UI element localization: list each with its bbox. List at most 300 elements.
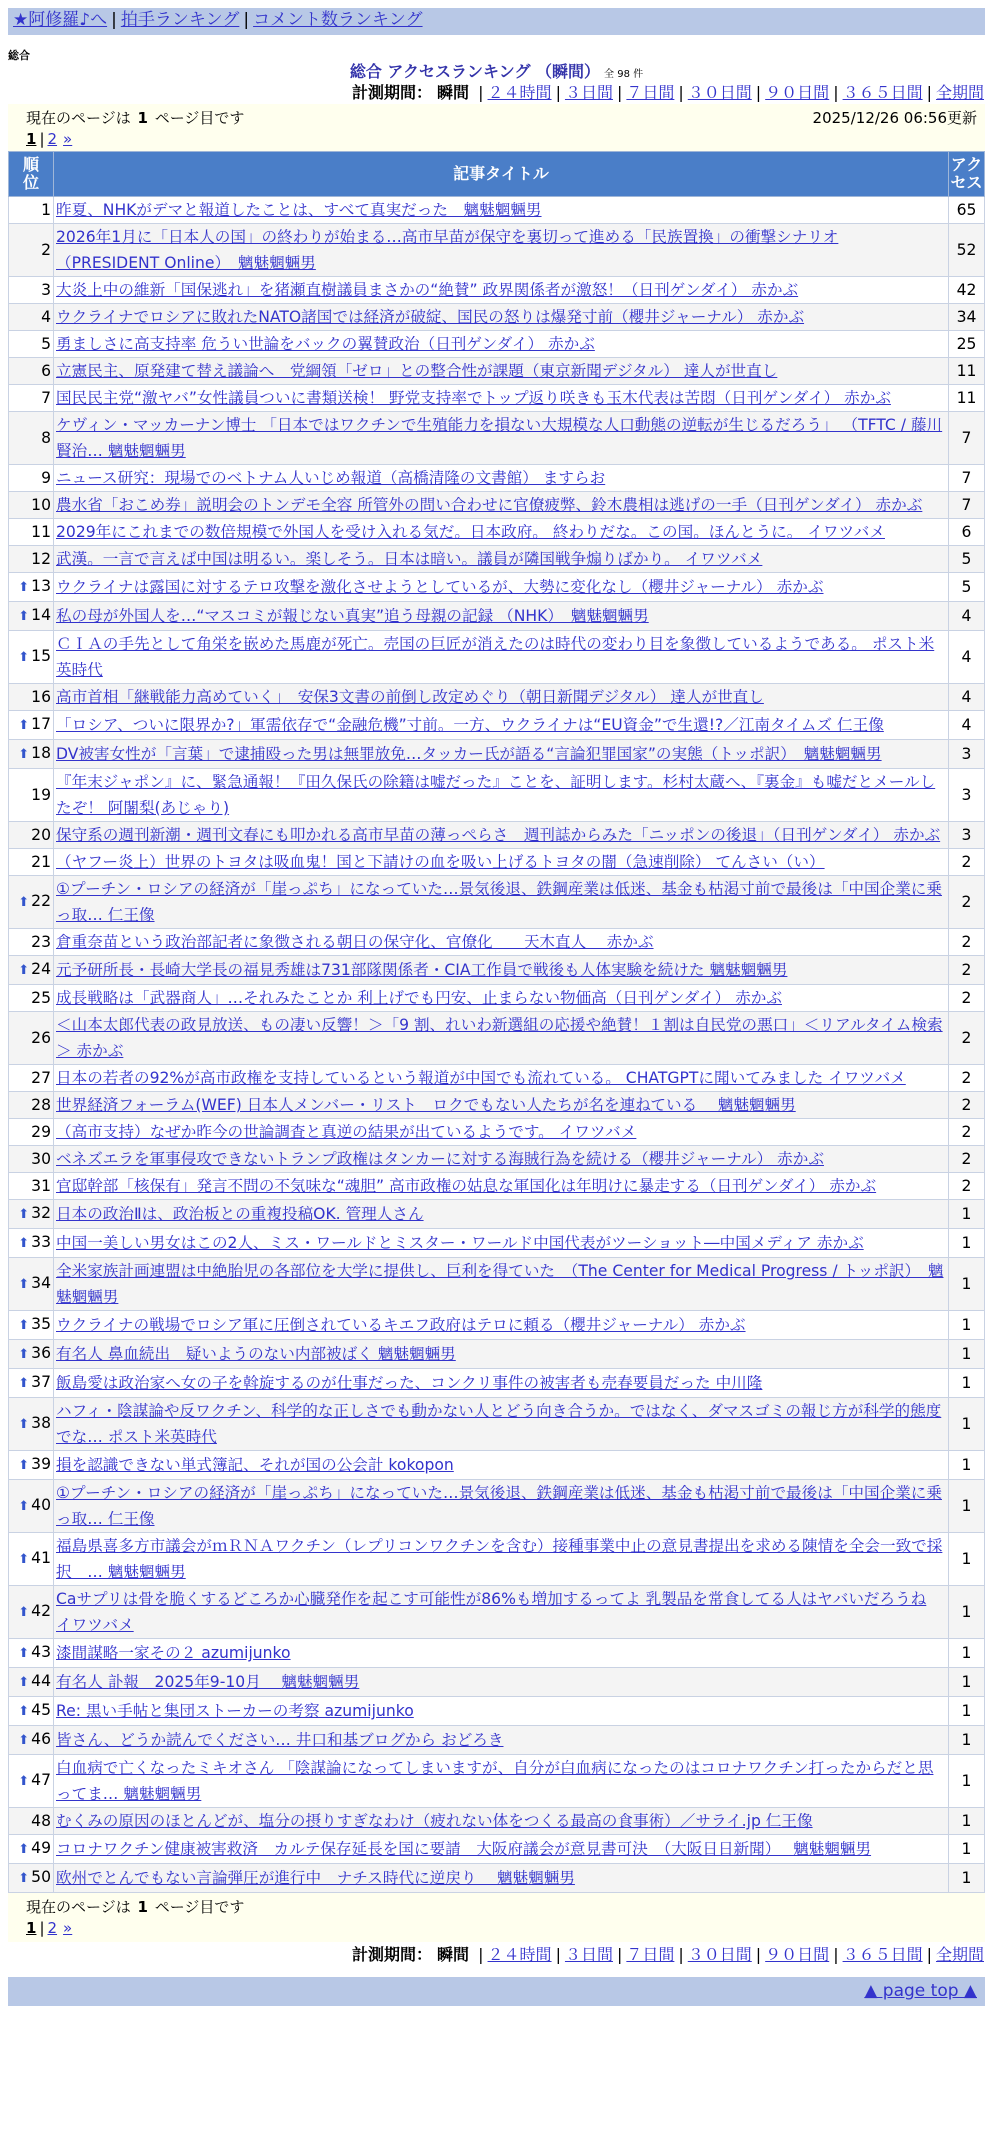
- article-link[interactable]: 大炎上中の維新「国保逃れ」を猪瀬直樹議員まさかの“絶賛” 政界関係者が激怒！（日刊ゲンダイ） 赤かぶ: [56, 281, 799, 299]
- rank-number: 30: [31, 1150, 51, 1168]
- article-link[interactable]: コロナワクチン健康被害救済 カルテ保存延長を国に要請 大阪府議会が意見書可決 （大阪日日新聞） 魑魅魍魎男: [56, 1840, 872, 1858]
- col-header-title: 記事タイトル: [54, 152, 949, 197]
- ranking-title: 総合 アクセスランキング （瞬間）: [349, 62, 601, 81]
- rank-number: 45: [31, 1701, 51, 1719]
- period-option-link[interactable]: ３６５日間: [842, 1945, 923, 1964]
- rank-cell: [9, 519, 54, 546]
- rank-number: 50: [31, 1868, 51, 1886]
- article-link[interactable]: 高市首相「継戦能力高めていく」 安保3文書の前倒し改定めぐり（朝日新聞デジタル） 達人が世直し: [56, 688, 764, 706]
- pager-next-arrow[interactable]: »: [63, 130, 73, 148]
- rank-number: 36: [31, 1344, 51, 1362]
- title-cell: [54, 304, 949, 331]
- access-count: 2: [949, 1146, 985, 1173]
- article-link[interactable]: 損を認識できない単式簿記、それが国の公会計 kokopon: [56, 1456, 454, 1474]
- rank-cell: [9, 602, 54, 631]
- rank-cell: [9, 1726, 54, 1755]
- article-link[interactable]: 国民民主党“激ヤバ”女性議員ついに書類送検！ 野党支持率でトップ返り咲きも玉木代表は苦悶（日刊ゲンダイ） 赤かぶ: [56, 389, 891, 407]
- period-option-link[interactable]: ９０日間: [765, 83, 830, 102]
- article-link[interactable]: DV被害女性が「言葉」で逮捕殴った男は無罪放免…タッカー氏が語る“言論犯罪国家”の実態（トッポ訳） 魑魅魍魎男: [56, 745, 882, 763]
- title-cell: [54, 602, 949, 631]
- access-count: 1: [949, 1864, 985, 1893]
- article-link[interactable]: 中国一美しい男女はこの2人、ミス・ワールドとミスター・ワールド中国代表がツーショット―中国メディア 赤かぶ: [56, 1234, 864, 1252]
- title-cell: [54, 573, 949, 602]
- period-selector-top: [8, 82, 985, 104]
- table-row: [9, 876, 985, 929]
- table-row: [9, 1451, 985, 1480]
- separator: |: [926, 83, 932, 102]
- clap-ranking-link[interactable]: 拍手ランキング: [120, 10, 240, 30]
- rank-number: 4: [41, 308, 51, 326]
- table-row: [9, 1092, 985, 1119]
- article-link[interactable]: 全米家族計画連盟は中絶胎児の各部位を大学に提供し、巨利を得ていた （The Center for Medical Progress / トッポ訳） 魑魅魍魎男: [56, 1262, 944, 1306]
- period-option-link[interactable]: ９０日間: [765, 1945, 830, 1964]
- title-cell: [54, 277, 949, 304]
- access-count: 2: [949, 985, 985, 1012]
- article-link[interactable]: ニュース研究：現場でのベトナム人いじめ報道（高橋清隆の文書館） ますらお: [56, 469, 606, 487]
- page-indicator: 現在のページは 1 ページ目です: [26, 109, 245, 127]
- title-cell: [54, 1533, 949, 1586]
- title-cell: [54, 358, 949, 385]
- rank-cell: [9, 1480, 54, 1533]
- table-row: [9, 849, 985, 876]
- access-count: 42: [949, 277, 985, 304]
- pager-bottom: 1 | 2 »: [26, 1919, 73, 1937]
- rank-cell: [9, 1668, 54, 1697]
- rank-number: 28: [31, 1096, 51, 1114]
- article-link[interactable]: ウクライナの戦場でロシア軍に圧倒されているキエフ政府はテロに頼る（櫻井ジャーナル） 赤かぶ: [56, 1316, 746, 1334]
- page-info-top: [8, 104, 985, 151]
- rank-cell: [9, 197, 54, 224]
- table-row: [9, 412, 985, 465]
- title-cell: [54, 1697, 949, 1726]
- rank-cell: [9, 631, 54, 684]
- article-link[interactable]: 昨夏、NHKがデマと報道したことは、すべて真実だった 魑魅魍魎男: [56, 201, 542, 219]
- rank-number: 2: [41, 241, 51, 259]
- table-row: [9, 465, 985, 492]
- period-label: 計測期間：: [351, 83, 432, 102]
- title-cell: [54, 1668, 949, 1697]
- title-cell: [54, 849, 949, 876]
- rank-number: 3: [41, 281, 51, 299]
- rank-cell: [9, 956, 54, 985]
- rank-up-arrow-icon: ⬆: [18, 1318, 30, 1333]
- total-count: 全 98 件: [604, 69, 644, 80]
- rank-up-arrow-icon: ⬆: [18, 1605, 30, 1620]
- table-row: [9, 519, 985, 546]
- pager-current-page: 1: [26, 1919, 37, 1937]
- title-cell: [54, 492, 949, 519]
- access-count: 52: [949, 224, 985, 277]
- rank-cell: [9, 304, 54, 331]
- rank-up-arrow-icon: ⬆: [18, 747, 30, 762]
- rank-number: 33: [31, 1233, 51, 1251]
- table-row: [9, 1639, 985, 1668]
- rank-up-arrow-icon: ⬆: [18, 1277, 30, 1292]
- title-cell: [54, 711, 949, 740]
- title-cell: [54, 546, 949, 573]
- rank-up-arrow-icon: ⬆: [18, 1417, 30, 1432]
- access-count: 1: [949, 1755, 985, 1808]
- article-link[interactable]: 飯島愛は政治家へ女の子を斡旋するのが仕事だった、コンクリ事件の被害者も売春要員だった 中川隆: [56, 1374, 763, 1392]
- article-link[interactable]: 立憲民主、原発建て替え議論へ 党綱領「ゼロ」との整合性が課題（東京新聞デジタル） 達人が世直し: [56, 362, 778, 380]
- rank-number: 38: [31, 1414, 51, 1432]
- pager-top: 1 | 2 »: [26, 130, 73, 148]
- rank-number: 8: [41, 429, 51, 447]
- table-row: [9, 1311, 985, 1340]
- article-link[interactable]: 成長戦略は「武器商人」…それみたことか 利上げでも円安、止まらない物価高（日刊ゲンダイ） 赤かぶ: [56, 989, 782, 1007]
- article-link[interactable]: ＜山本太郎代表の政見放送、もの凄い反響！＞「9 割、れいわ新選組の応援や絶賛！１割は自民党の悪口」＜リアルタイム検索＞ 赤かぶ: [56, 1016, 943, 1060]
- separator: |: [926, 1945, 932, 1964]
- rank-cell: [9, 492, 54, 519]
- title-cell: [54, 1258, 949, 1311]
- table-row: [9, 1340, 985, 1369]
- article-link[interactable]: 農水省「おこめ券」説明会のトンデモ全容 所管外の問い合わせに官僚疲弊、鈴木農相は逃げの一手（日刊ゲンダイ） 赤かぶ: [56, 496, 923, 514]
- article-link[interactable]: （ヤフー炎上）世界のトヨタは吸血鬼！国と下請けの血を吸い上げるトヨタの闇（急速削除） てんさい（い）: [56, 853, 825, 871]
- title-cell: [54, 331, 949, 358]
- access-count: 1: [949, 1808, 985, 1835]
- home-link[interactable]: ★阿修羅♪へ: [13, 10, 108, 30]
- rank-up-arrow-icon: ⬆: [18, 1842, 30, 1857]
- rank-number: 27: [31, 1069, 51, 1087]
- rank-number: 46: [31, 1730, 51, 1748]
- article-link[interactable]: 世界経済フォーラム(WEF) 日本人メンバー・リスト ロクでもない人たちが名を連ねている 魑魅魍魎男: [56, 1096, 796, 1114]
- article-link[interactable]: 福島県喜多方市議会がｍＲＮＡワクチン（レプリコンワクチンを含む）接種事業中止の意見書提出を求める陳情を全会一致で採択 … 魑魅魍魎男: [56, 1537, 943, 1581]
- table-row: [9, 1668, 985, 1697]
- rank-up-arrow-icon: ⬆: [18, 1207, 30, 1222]
- table-row: [9, 1258, 985, 1311]
- rank-cell: [9, 1311, 54, 1340]
- article-link[interactable]: 白血病で亡くなったミキオさん 「陰謀論になってしまいますが、自分が白血病になったのはコロナワクチン打ったからだと思ってま… 魑魅魍魎男: [56, 1759, 934, 1803]
- rank-cell: [9, 573, 54, 602]
- rank-up-arrow-icon: ⬆: [18, 609, 30, 624]
- access-count: 1: [949, 1311, 985, 1340]
- title-cell: [54, 822, 949, 849]
- access-count: 4: [949, 602, 985, 631]
- rank-up-arrow-icon: ⬆: [18, 1376, 30, 1391]
- rank-number: 6: [41, 362, 51, 380]
- rank-number: 32: [31, 1204, 51, 1222]
- separator: |: [243, 10, 250, 30]
- title-cell: [54, 876, 949, 929]
- rank-cell: [9, 1586, 54, 1639]
- separator: |: [755, 1945, 762, 1964]
- period-option-link[interactable]: ２４時間: [487, 1945, 552, 1964]
- title-cell: [54, 412, 949, 465]
- article-link[interactable]: 日本の政治Ⅱは、政治板との重複投稿OK. 管理人さん: [56, 1205, 424, 1223]
- rank-cell: [9, 546, 54, 573]
- table-row: [9, 1146, 985, 1173]
- separator: |: [833, 1945, 839, 1964]
- title-cell: [54, 1835, 949, 1864]
- table-row: [9, 1697, 985, 1726]
- rank-cell: [9, 985, 54, 1012]
- rank-up-arrow-icon: ⬆: [18, 1733, 30, 1748]
- table-row: [9, 1200, 985, 1229]
- title-cell: [54, 1369, 949, 1398]
- rank-cell: [9, 465, 54, 492]
- footer-bar: [8, 1977, 985, 2006]
- rank-cell: [9, 1369, 54, 1398]
- separator: |: [678, 1945, 684, 1964]
- title-cell: [54, 1065, 949, 1092]
- table-row: [9, 1533, 985, 1586]
- period-option-link[interactable]: ３０日間: [687, 83, 752, 102]
- rank-up-arrow-icon: ⬆: [18, 1458, 30, 1473]
- rank-cell: [9, 1697, 54, 1726]
- article-link[interactable]: ベネズエラを軍事侵攻できないトランプ政権はタンカーに対する海賊行為を続ける（櫻井ジャーナル） 赤かぶ: [56, 1150, 824, 1168]
- title-cell: [54, 1398, 949, 1451]
- period-option-link[interactable]: ２４時間: [487, 83, 552, 102]
- access-count: 1: [949, 1586, 985, 1639]
- access-count: 2: [949, 1065, 985, 1092]
- access-count: 1: [949, 1639, 985, 1668]
- table-row: [9, 631, 985, 684]
- rank-number: 34: [31, 1274, 51, 1292]
- article-link[interactable]: 有名人 訃報 2025年9-10月 魑魅魍魎男: [56, 1673, 360, 1691]
- title-cell: [54, 1639, 949, 1668]
- rank-up-arrow-icon: ⬆: [18, 963, 30, 978]
- title-cell: [54, 740, 949, 769]
- access-count: 1: [949, 1258, 985, 1311]
- access-count: 65: [949, 197, 985, 224]
- table-row: [9, 358, 985, 385]
- rank-cell: [9, 929, 54, 956]
- pager-next-arrow[interactable]: »: [63, 1919, 73, 1937]
- rank-cell: [9, 1398, 54, 1451]
- rank-up-arrow-icon: ⬆: [18, 1871, 30, 1886]
- article-link[interactable]: 倉重奈苗という政治部記者に象徴される朝日の保守化、官僚化 天木直人 赤かぶ: [56, 933, 654, 951]
- rank-number: 21: [31, 853, 51, 871]
- access-count: 1: [949, 1200, 985, 1229]
- period-current: 瞬間: [437, 83, 470, 102]
- rank-number: 37: [31, 1373, 51, 1391]
- access-count: 4: [949, 684, 985, 711]
- access-count: 1: [949, 1533, 985, 1586]
- page-title: [8, 62, 985, 82]
- table-row: [9, 1229, 985, 1258]
- period-option-link[interactable]: ３６５日間: [842, 83, 923, 102]
- table-row: [9, 1480, 985, 1533]
- access-count: 3: [949, 822, 985, 849]
- article-link[interactable]: ①プーチン・ロシアの経済が「崖っぷち」になっていた…景気後退、鉄鋼産業は低迷、基金も枯渇寸前で最後は「中国企業に乗っ取… 仁王像: [56, 1484, 942, 1528]
- access-count: 2: [949, 1092, 985, 1119]
- period-option-link[interactable]: ３日間: [564, 83, 613, 102]
- table-row: [9, 573, 985, 602]
- period-option-link[interactable]: 全期間: [935, 83, 984, 102]
- rank-cell: [9, 1533, 54, 1586]
- table-row: [9, 740, 985, 769]
- rank-number: 35: [31, 1315, 51, 1333]
- separator: |: [833, 83, 839, 102]
- rank-cell: [9, 876, 54, 929]
- period-option-link[interactable]: ７日間: [626, 83, 675, 102]
- rank-number: 11: [31, 523, 51, 541]
- rank-up-arrow-icon: ⬆: [18, 718, 30, 733]
- article-link[interactable]: ウクライナは露国に対するテロ攻撃を激化させようとしているが、大勢に変化なし（櫻井ジャーナル） 赤かぶ: [56, 578, 824, 596]
- updated-timestamp: 2025/12/26 06:56更新: [812, 109, 977, 127]
- rank-number: 31: [31, 1177, 51, 1195]
- access-count: 3: [949, 740, 985, 769]
- period-selector-bottom: [8, 1944, 985, 1966]
- table-row: [9, 1586, 985, 1639]
- article-link[interactable]: 「ロシア、ついに限界か?」軍需依存で“金融危機”寸前。一方、ウクライナは“EU資金”で生還!?／江南タイムズ 仁王像: [56, 716, 884, 734]
- title-cell: [54, 1092, 949, 1119]
- table-row: [9, 1119, 985, 1146]
- rank-cell: [9, 1864, 54, 1893]
- rank-cell: [9, 1092, 54, 1119]
- access-count: 25: [949, 331, 985, 358]
- access-count: 2: [949, 849, 985, 876]
- access-count: 1: [949, 1835, 985, 1864]
- period-option-link[interactable]: 全期間: [935, 1945, 984, 1964]
- title-cell: [54, 1119, 949, 1146]
- rank-up-arrow-icon: ⬆: [18, 1347, 30, 1362]
- title-cell: [54, 985, 949, 1012]
- title-cell: [54, 956, 949, 985]
- rank-up-arrow-icon: ⬆: [18, 1236, 30, 1251]
- article-link[interactable]: ＣＩＡの手先として角栄を嵌めた馬鹿が死亡。売国の巨匠が消えたのは時代の変わり目を象徴しているようである。 ポスト米英時代: [56, 635, 935, 679]
- title-cell: [54, 197, 949, 224]
- title-cell: [54, 1173, 949, 1200]
- article-link[interactable]: 漆間謀略一家その２ azumijunko: [56, 1644, 291, 1662]
- access-count: 2: [949, 876, 985, 929]
- article-link[interactable]: 有名人 鼻血続出 疑いようのない内部被ばく 魑魅魍魎男: [56, 1345, 456, 1363]
- title-cell: [54, 1012, 949, 1065]
- article-link[interactable]: Caサプリは骨を脆くするどころか心臓発作を起こす可能性が86%も増加するってよ 乳製品を常食してる人はヤバいだろうね イワツバメ: [56, 1590, 927, 1634]
- rank-cell: [9, 1119, 54, 1146]
- rank-cell: [9, 822, 54, 849]
- rank-number: 24: [31, 960, 51, 978]
- access-count: 1: [949, 1451, 985, 1480]
- access-count: 2: [949, 956, 985, 985]
- title-cell: [54, 385, 949, 412]
- rank-number: 5: [41, 335, 51, 353]
- article-link[interactable]: 『年末ジャポン』に、緊急通報！『田久保氏の除籍は嘘だった』ことを、証明します。杉村太蔵へ、『裏金』も嘘だとメールしたぞ！ 阿闍梨(あじゃり): [56, 773, 936, 817]
- rank-cell: [9, 684, 54, 711]
- title-cell: [54, 519, 949, 546]
- table-row: [9, 331, 985, 358]
- pager-page-2-link[interactable]: 2: [47, 1919, 58, 1937]
- period-options: [474, 83, 984, 102]
- article-link[interactable]: 日本の若者の92%が高市政権を支持しているという報道が中国でも流れている。 CHATGPTに聞いてみました イワツバメ: [56, 1069, 906, 1087]
- table-row: [9, 1755, 985, 1808]
- access-count: 7: [949, 492, 985, 519]
- rank-number: 18: [31, 744, 51, 762]
- table-row: [9, 985, 985, 1012]
- period-label: 計測期間：: [351, 1945, 432, 1964]
- access-count: 7: [949, 465, 985, 492]
- rank-cell: [9, 1258, 54, 1311]
- rank-cell: [9, 412, 54, 465]
- rank-up-arrow-icon: ⬆: [18, 1774, 30, 1789]
- title-cell: [54, 465, 949, 492]
- rank-cell: [9, 358, 54, 385]
- article-link[interactable]: ①プーチン・ロシアの経済が「崖っぷち」になっていた…景気後退、鉄鋼産業は低迷、基金も枯渇寸前で最後は「中国企業に乗っ取… 仁王像: [56, 880, 942, 924]
- rank-cell: [9, 769, 54, 822]
- title-cell: [54, 1480, 949, 1533]
- rank-number: 43: [31, 1643, 51, 1661]
- rank-number: 44: [31, 1672, 51, 1690]
- article-link[interactable]: 皆さん、どうか読んでください… 井口和基ブログから おどろき: [56, 1731, 504, 1749]
- article-link[interactable]: むくみの原因のほとんどが、塩分の摂りすぎなわけ（疲れない体をつくる最高の食事術）／サライ.jp 仁王像: [56, 1812, 813, 1830]
- period-option-link[interactable]: ３０日間: [687, 1945, 752, 1964]
- ranking-rows: [9, 197, 985, 1893]
- rank-cell: [9, 385, 54, 412]
- access-count: 34: [949, 304, 985, 331]
- article-link[interactable]: 私の母が外国人を…“マスコミが報じない真実”追う母親の記録 （NHK） 魑魅魍魎男: [56, 607, 649, 625]
- title-cell: [54, 1755, 949, 1808]
- table-row: [9, 277, 985, 304]
- article-link[interactable]: 官邸幹部「核保有」発言不問の不気味な“魂胆” 高市政権の姑息な軍国化は年明けに暴走する（日刊ゲンダイ） 赤かぶ: [56, 1177, 877, 1195]
- article-link[interactable]: ウクライナでロシアに敗れたNATO諸国では経済が破綻、国民の怒りは爆発寸前（櫻井ジャーナル） 赤かぶ: [56, 308, 805, 326]
- rank-number: 48: [31, 1812, 51, 1830]
- article-link[interactable]: 勇ましさに高支持率 危うい世論をバックの翼賛政治（日刊ゲンダイ） 赤かぶ: [56, 335, 595, 353]
- rank-number: 7: [41, 389, 51, 407]
- rank-cell: [9, 740, 54, 769]
- rank-number: 9: [41, 469, 51, 487]
- comment-ranking-link[interactable]: コメント数ランキング: [253, 10, 423, 30]
- table-row: [9, 1726, 985, 1755]
- title-cell: [54, 929, 949, 956]
- title-cell: [54, 1451, 949, 1480]
- rank-cell: [9, 1200, 54, 1229]
- table-row: [9, 224, 985, 277]
- title-cell: [54, 1146, 949, 1173]
- article-link[interactable]: 2026年1月に「日本人の国」の終わりが始まる…高市早苗が保守を裏切って進める「民族置換」の衝撃シナリオ （PRESIDENT Online） 魑魅魍魎男: [56, 228, 839, 272]
- rank-cell: [9, 1835, 54, 1864]
- rank-cell: [9, 1755, 54, 1808]
- access-count: 11: [949, 358, 985, 385]
- separator: |: [616, 83, 623, 102]
- rank-number: 13: [31, 577, 51, 595]
- table-row: [9, 546, 985, 573]
- col-header-rank: 順位: [9, 152, 54, 197]
- title-cell: [54, 1586, 949, 1639]
- article-link[interactable]: 欧州でとんでもない言論弾圧が進行中 ナチス時代に逆戻り 魑魅魍魎男: [56, 1869, 575, 1887]
- table-row: [9, 929, 985, 956]
- rank-number: 10: [31, 496, 51, 514]
- page-top-link[interactable]: ▲ page top ▲: [864, 1981, 977, 2001]
- period-current: 瞬間: [437, 1945, 470, 1964]
- separator: |: [111, 10, 117, 30]
- article-link[interactable]: 2029年にこれまでの数倍規模で外国人を受け入れる気だ。日本政府。 終わりだな。この国。ほんとうに。 イワツバメ: [56, 523, 885, 541]
- article-link[interactable]: 保守系の週刊新潮・週刊文春にも叩かれる高市早苗の薄っぺらさ 週刊誌からみた「ニッポンの後退」（日刊ゲンダイ） 赤かぶ: [56, 826, 941, 844]
- rank-cell: [9, 849, 54, 876]
- period-option-link[interactable]: ３日間: [564, 1945, 613, 1964]
- article-link[interactable]: （高市支持）なぜか昨今の世論調査と真逆の結果が出ているようです。 イワツバメ: [56, 1123, 637, 1141]
- article-link[interactable]: Re: 黒い手帖と集団ストーカーの考察 azumijunko: [56, 1702, 414, 1720]
- rank-up-arrow-icon: ⬆: [18, 1552, 30, 1567]
- pager-page-2-link[interactable]: 2: [47, 130, 58, 148]
- article-link[interactable]: 元予研所長・長崎大学長の福見秀雄は731部隊関係者・CIA工作員で戦後も人体実験を続けた 魑魅魍魎男: [56, 961, 788, 979]
- title-cell: [54, 1229, 949, 1258]
- rank-cell: [9, 1639, 54, 1668]
- article-link[interactable]: 武漢。一言で言えば中国は明るい。楽しそう。日本は暗い。議員が隣国戦争煽りばかり。 イワツバメ: [56, 550, 763, 568]
- table-row: [9, 385, 985, 412]
- rank-number: 17: [31, 715, 51, 733]
- period-option-link[interactable]: ７日間: [626, 1945, 675, 1964]
- category-label: 総合: [8, 49, 30, 62]
- table-row: [9, 197, 985, 224]
- rank-number: 49: [31, 1839, 51, 1857]
- access-count: 4: [949, 631, 985, 684]
- article-link[interactable]: ケヴィン・マッカーナン博士 「日本ではワクチンで生殖能力を損ない大規模な人口動態の逆転が生じるだろう」 （TFTC / 藤川賢治… 魑魅魍魎男: [56, 416, 943, 460]
- article-link[interactable]: ハフィ・陰謀論や反ワクチン、科学的な正しさでも動かない人とどう向き合うか。ではなく、ダマスゴミの報じ方が科学的態度でな… ポスト米英時代: [56, 1402, 942, 1446]
- rank-up-arrow-icon: ⬆: [18, 1704, 30, 1719]
- access-count: 1: [949, 1340, 985, 1369]
- separator: |: [678, 83, 684, 102]
- rank-cell: [9, 1173, 54, 1200]
